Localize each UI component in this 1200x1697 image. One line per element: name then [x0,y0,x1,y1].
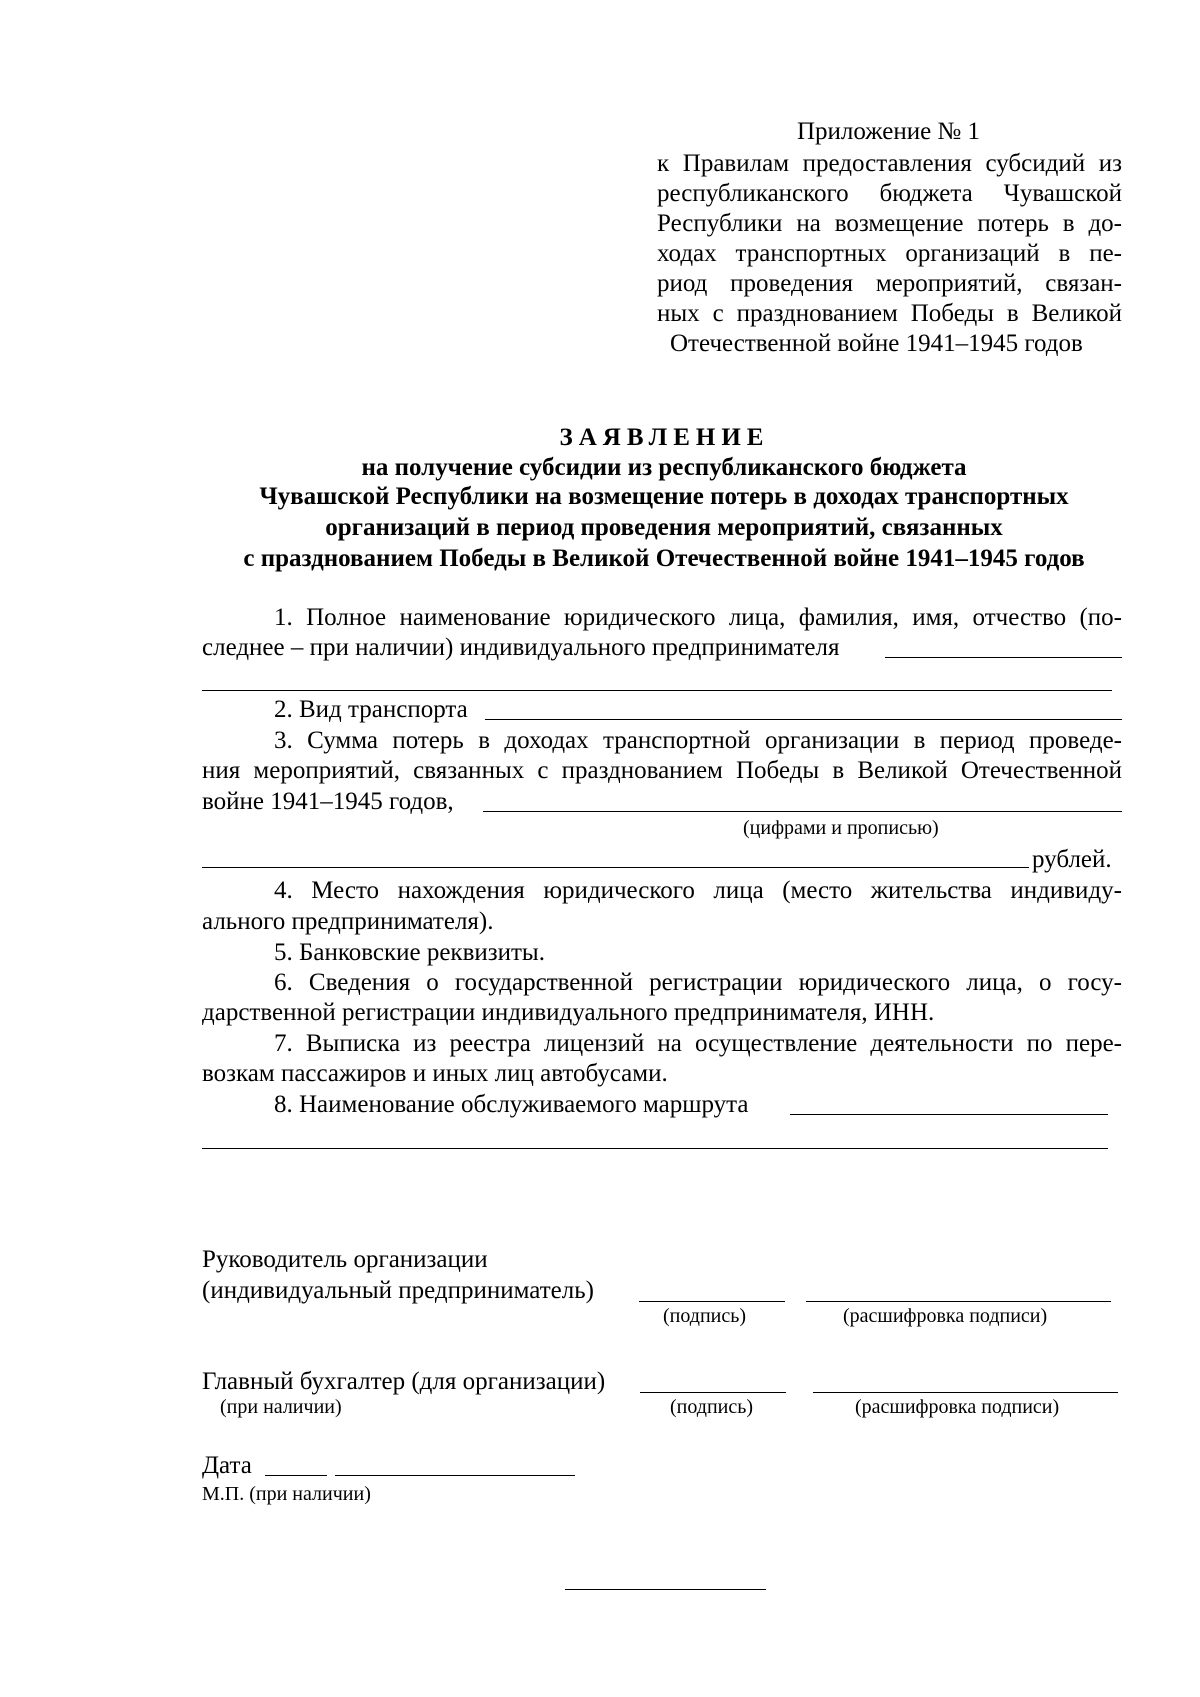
item-3-hint: (цифрами и прописью) [743,817,939,839]
item-2: 2. Вид транспорта [274,696,468,723]
date-month-year-line[interactable] [335,1475,575,1476]
item-1-line-2: следнее – при наличии) индивидуального предпринимателя [202,634,840,661]
item-8-fill-line-2[interactable] [202,1148,1108,1149]
head-label-line-2: (индивидуальный предприниматель) [202,1277,594,1304]
item-3-amount-line-2[interactable] [202,867,1029,868]
item-3-line-3: войне 1941–1945 годов, [202,788,454,815]
title-line: с празднованием Победы в Великой Отечественной войне 1941–1945 годов [243,545,1085,572]
date-day-line[interactable] [265,1475,327,1476]
head-label-line-1: Руководитель организации [202,1246,488,1273]
head-sign-hint: (подпись) [663,1305,747,1327]
appendix-line: ходах транспортных организаций в пе- [657,240,1122,267]
accountant-decode-hint: (расшифровка подписи) [855,1396,1060,1418]
appendix-line: риод проведения мероприятий, связан- [657,270,1122,297]
item-3-unit: рублей. [1032,846,1112,873]
item-3-amount-line[interactable] [483,811,1122,812]
item-5: 5. Банковские реквизиты. [274,939,545,966]
title-line: организаций в период проведения мероприятий, связанных [325,514,1003,541]
item-6-line-1: 6. Сведения о государственной регистрации юридического лица, о госу- [274,969,1122,996]
appendix-line: к Правилам предоставления субсидий из [657,150,1122,177]
item-1-line-1: 1. Полное наименование юридического лица, фамилия, имя, отчество (по- [274,604,1122,631]
head-decode-line[interactable] [806,1301,1111,1302]
appendix-line: республиканского бюджета Чувашской [657,180,1122,207]
item-6-line-2: дарственной регистрации индивидуального предпринимателя, ИНН. [202,999,935,1026]
item-1-fill-line[interactable] [885,657,1122,658]
item-8: 8. Наименование обслуживаемого маршрута [274,1091,749,1118]
item-7-line-2: возкам пассажиров и иных лиц автобусами. [202,1060,668,1087]
item-4-line-2: ального предпринимателя). [202,908,494,935]
appendix-line: ных с празднованием Победы в Великой [657,300,1122,327]
appendix-last-line: Отечественной войне 1941–1945 годов [670,330,1083,357]
item-7-line-1: 7. Выписка из реестра лицензий на осуществление деятельности по пере- [274,1030,1122,1057]
item-2-fill-line[interactable] [485,719,1122,720]
head-signature-line[interactable] [639,1301,785,1302]
footer-separator [565,1589,766,1590]
accountant-sign-hint: (подпись) [670,1396,754,1418]
item-3-line-2: ния мероприятий, связанных с празднованием Победы в Великой Отечественной [202,757,1122,784]
title-line: Чувашской Республики на возмещение потерь в доходах транспортных [259,483,1069,510]
accountant-decode-line[interactable] [813,1392,1118,1393]
accountant-signature-line[interactable] [640,1392,786,1393]
item-8-fill-line[interactable] [790,1114,1108,1115]
accountant-note: (при наличии) [220,1396,342,1418]
date-label: Дата [202,1452,252,1479]
item-3-line-1: 3. Сумма потерь в доходах транспортной организации в период проведе- [274,727,1122,754]
item-1-fill-line-2[interactable] [202,690,1112,691]
item-4-line-1: 4. Место нахождения юридического лица (место жительства индивиду- [274,877,1122,904]
title-line: на получение субсидии из республиканского бюджета [361,454,967,481]
title-main: ЗАЯВЛЕНИЕ [559,424,770,451]
accountant-label: Главный бухгалтер (для организации) [202,1368,606,1395]
appendix-line: Республики на возмещение потерь в до- [657,210,1122,237]
head-decode-hint: (расшифровка подписи) [843,1305,1048,1327]
appendix-heading: Приложение № 1 [797,118,981,145]
stamp-label: М.П. (при наличии) [202,1483,371,1505]
